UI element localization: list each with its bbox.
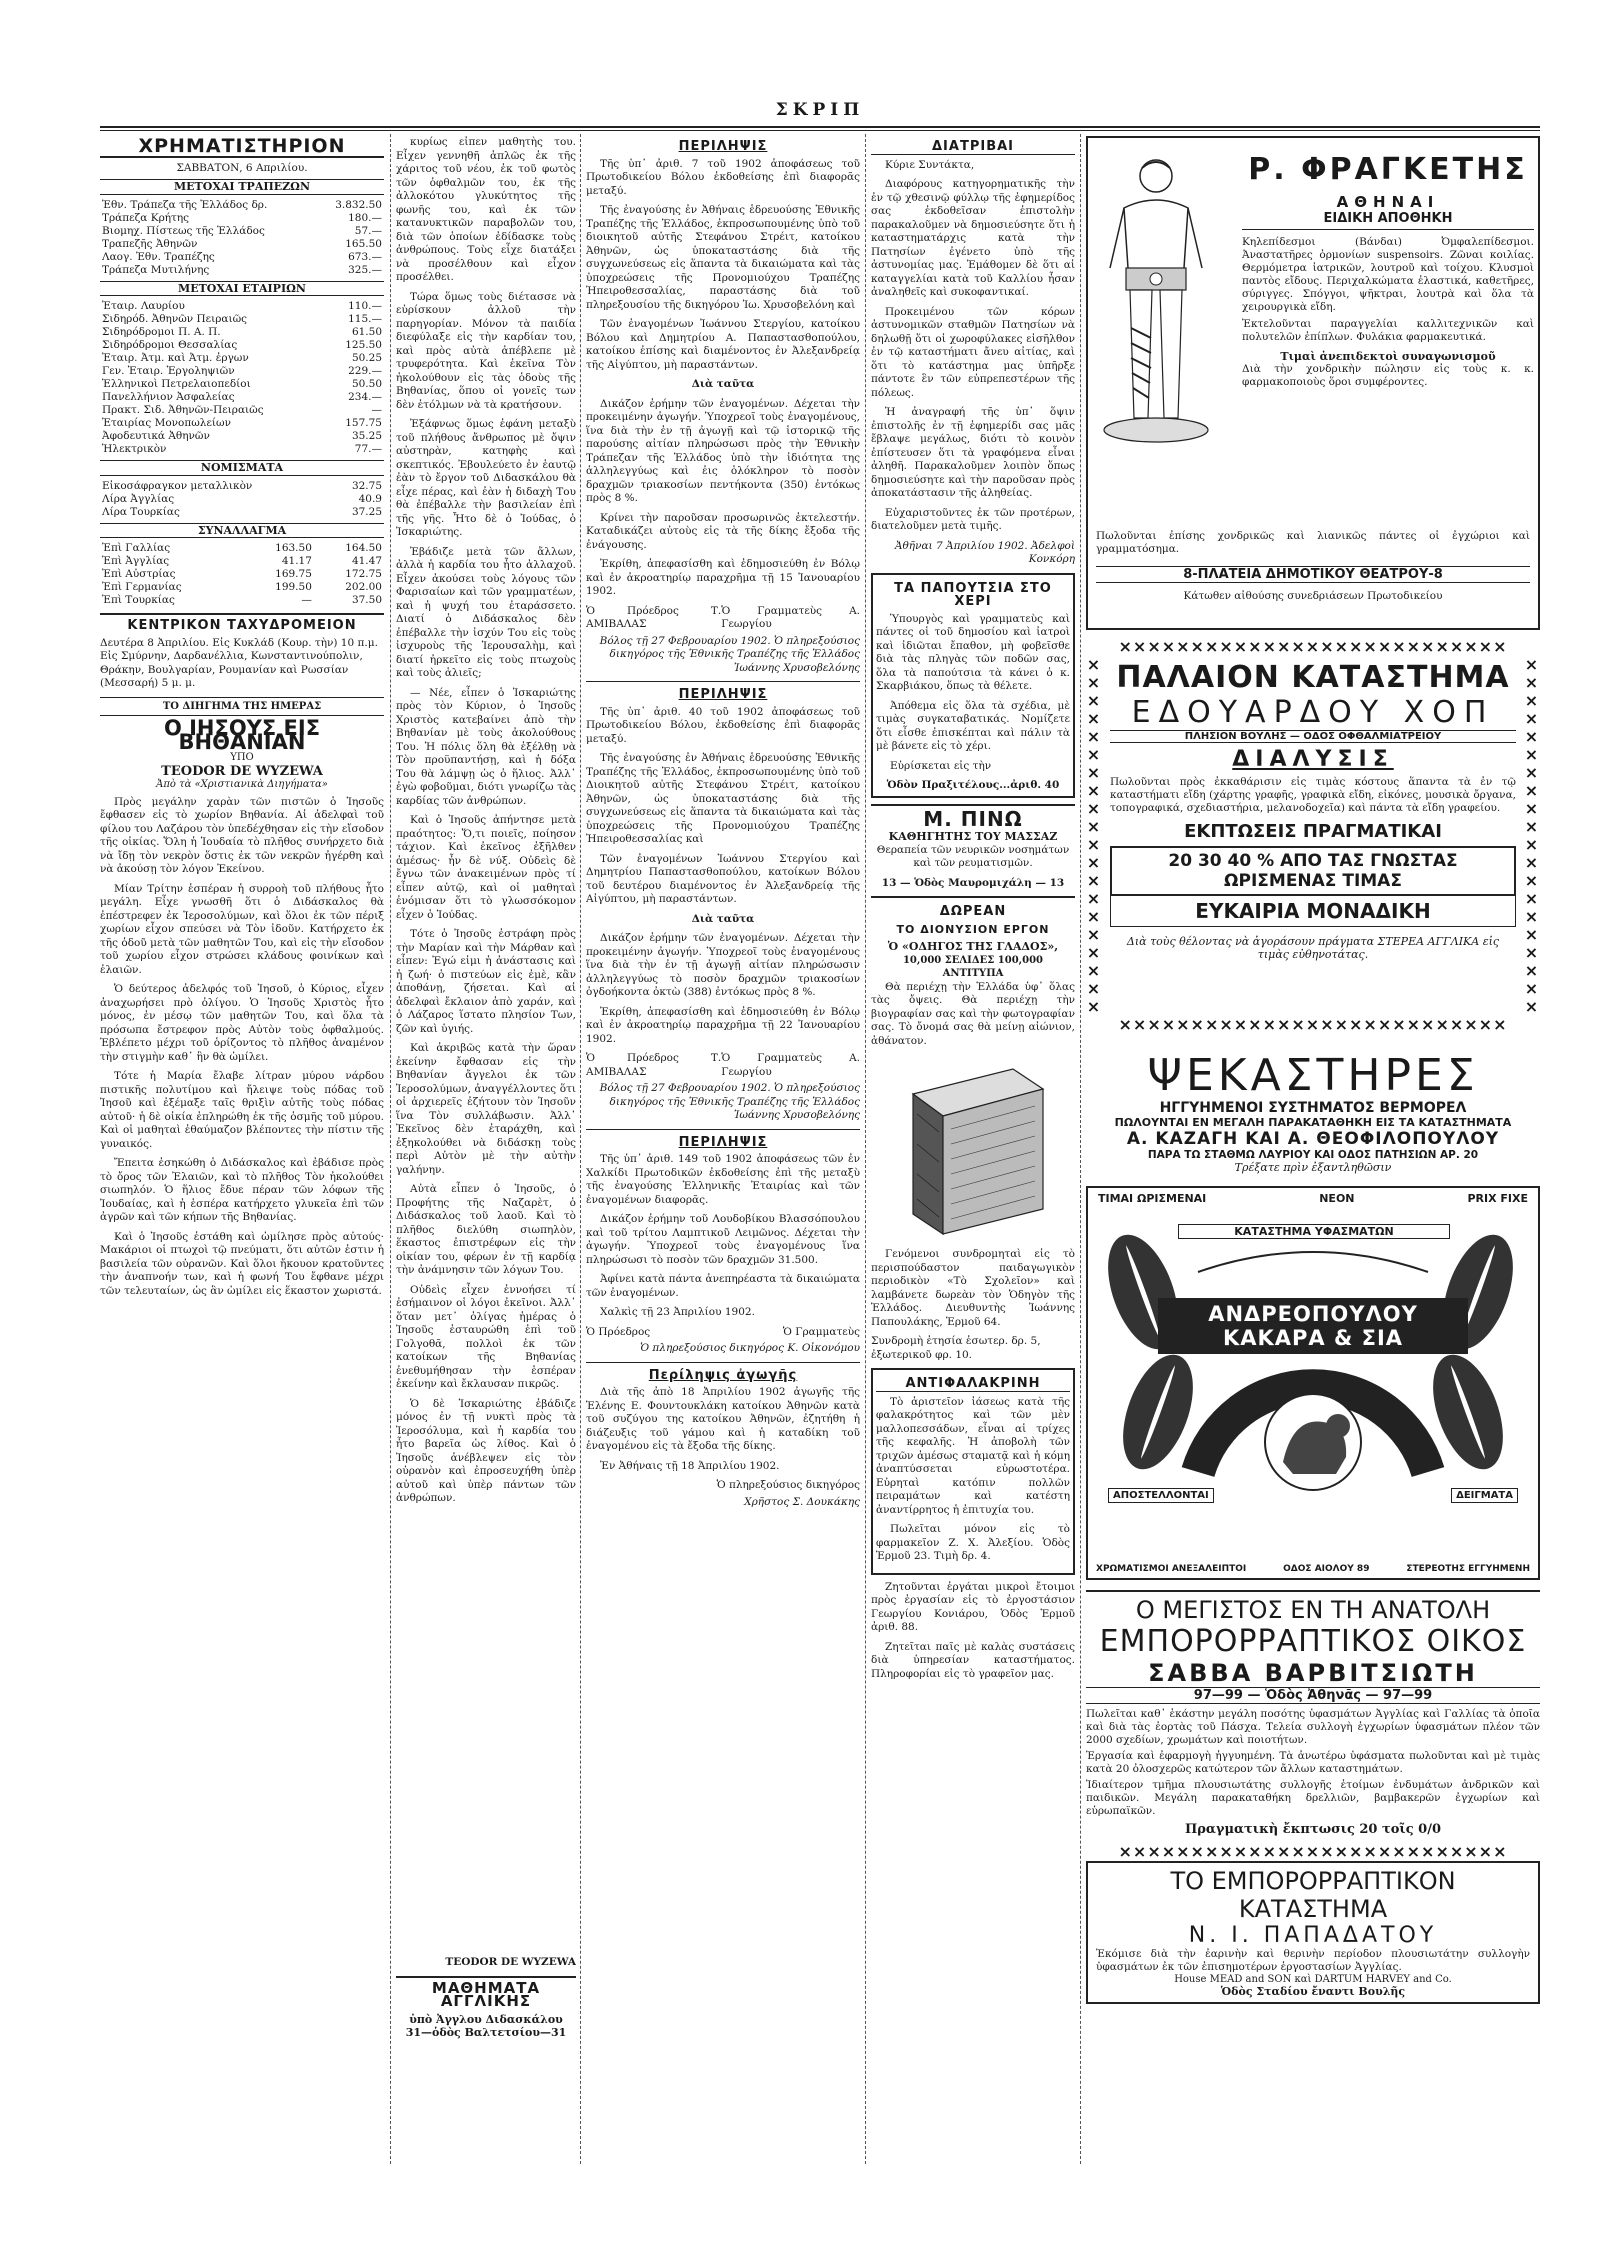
table-row: [100, 199, 384, 212]
table-cell-value: 202.00: [345, 581, 382, 593]
papadatou-address: Ὁδὸς Σταδίου ἔναντι Βουλῆς: [1220, 1985, 1406, 1998]
story-paragraph: Τώρα ὅμως τοὺς διέτασσε νὰ εὑρίσκουν ἀλλοῦ τὴν παρηγορίαν. Μόνον τὰ παιδία διεφύλαξε εἰς τὴν καρδίαν του, καὶ πρὸς αὐτὰ ἀπέβλεπε μὲ τρυφερότητα. Καὶ ἐκεῖνα Τὸν ἠκολούθουν εἰς τὰς ὁδοὺς τῆς Βηθανίας, ὅπου οἱ γονεῖς των δὲν ἐτόλμων νὰ τὰ κρατήσουν.: [396, 290, 576, 411]
legal-notice-paragraph: Τῆς ὑπ᾿ ἀριθ. 40 τοῦ 1902 ἀποφάσεως τοῦ Πρωτοδικείου Βόλου, ἐκδοθείσης ἐπὶ διαφορᾶς μεταξύ.: [586, 705, 860, 745]
legal-notice-signatures: [586, 1326, 860, 1340]
legal-notice-signatures: [586, 605, 860, 632]
hop-store-discount-head: ΕΚΠΤΩΣΕΙΣ ΠΡΑΓΜΑΤΙΚΑΙ: [1184, 821, 1442, 842]
guide-ad-text-2: Γενόμενοι συνδρομηταὶ εἰς τὸ περισπούδαστον παιδαγωγικὸν περιοδικὸν «Τὸ Σχολεῖον» καὶ λαμβάνετε δωρεὰν τὸν Ὁδηγὸν τῆς Ἑλλάδος. Διευθυντὴς Ἰωάννης Παπουλάκης, Ἑρμοῦ 64.: [871, 1248, 1075, 1328]
table-cell-name: Σιδηρόδρομοι Θεσσαλίας: [102, 339, 238, 351]
table-cell-name: Ἐταιρ. Ἀτμ. καὶ Ἀτμ. ἐργων: [102, 352, 249, 364]
table-cell-name: Ἐπὶ Γαλλίας: [102, 542, 171, 554]
table-cell-value: 37.25: [351, 505, 382, 518]
legal-notice-paragraph: Τῆς ἐναγούσης ἐν Ἀθήναις ἑδρευούσης Ἐθνικῆς Τραπέζης τῆς Ἑλλάδος, ἐκπροσωπουμένης ὑπὸ τοῦ διοικητοῦ αὐτῆς Στεφάνου Στρέιτ, κατοίκου Ἀθηνῶν, ὡς ὑποκαταστάσης διὰ τῆς συγχωνεύσεως εἰς ἅπαντα τὰ δικαιώματα καὶ τὰς ὑποχρεώσεις τῆς Προνομιούχου Τραπέζης Ἠπειροθεσσαλίας, παραστάσης διὰ τοῦ πληρεξουσίου τῆς δικηγόρου Ἰω. Χρυσοβελόνη καὶ: [586, 204, 860, 311]
massage-ad-address: 13 — Ὁδὸς Μαυρομιχάλη — 13: [881, 876, 1065, 889]
legal-notice: [586, 140, 860, 675]
guide-ad-title: ΤΟ ΔΙΟΝΥΣΙΟΝ ΕΡΓΟΝ: [896, 922, 1050, 936]
story-signature: TEODOR DE WYZEWA: [445, 1956, 576, 1968]
varvitsiotis-name: ΣΑΒΒΑ ΒΑΡΒΙΤΣΙΩΤΗ: [1148, 1659, 1478, 1687]
shoes-ad-title: ΤΑ ΠΑΠΟΥΤΣΙΑ ΣΤΟ ΧΕΡΙ: [894, 580, 1052, 609]
signature-left: Ὁ Πρόεδρος Τ. ΑΜΙΒΑΛΑΣ: [586, 1052, 722, 1078]
frangetis-address-2: Κάτωθεν αἰθούσης συνεδριάσεων Πρωτοδικείου: [1183, 590, 1443, 602]
letter-paragraph: Εὐχαριστοῦντες ἐκ τῶν προτέρων, διατελοῦμεν μετὰ τιμῆς.: [871, 506, 1075, 532]
x-border-bottom: ×××××××××××××××××××××××××××: [1118, 1016, 1508, 1034]
guide-ad-pages: 10,000 ΣΕΛΙΔΕΣ 100,000 ΑΝΤΙΤΥΠΑ: [902, 954, 1044, 979]
sprayers-sub-2: ΠΩΛΟΥΝΤΑΙ ΕΝ ΜΕΓΑΛΗ ΠΑΡΑΚΑΤΑΘΗΚΗ ΕΙΣ ΤΑ ΚΑΤΑΣΤΗΜΑΤΑ: [1114, 1116, 1512, 1129]
column-advertisements: [1086, 136, 1540, 2166]
shoes-ad-address: Ὁδὸν Πραξιτέλους...ἀριθ. 40: [886, 779, 1060, 791]
table-cell-value: —: [301, 594, 312, 606]
frangetis-note-2: Διὰ τὴν χονδρικὴν πώλησιν εἰς τοὺς κ. κ. φαρμακοποιοὺς ὅροι συμφέροντες.: [1242, 363, 1534, 388]
table-row: [100, 506, 384, 519]
column-stock-exchange: [100, 136, 384, 2166]
column-story-continued: [396, 136, 576, 2166]
story-paragraph: Ἔπειτα ἐσηκώθη ὁ Διδάσκαλος καὶ ἐβάδισε πρὸς τὸ ὄρος τῶν Ἐλαιῶν, καὶ τὸ πλῆθος Τὸν ἠκολούθει σιωπηλόν. Ὁ ἥλιος ἔδυε πέραν τῶν λόφων τῆς Ἰουδαίας, καὶ ἡ ἑσπέρα κατήρχετο γλυκεῖα ἐπὶ τῶν ἀγρῶν καὶ τῶν κήπων τῆς Βηθανίας.: [100, 1157, 384, 1223]
table-row: [100, 404, 384, 417]
table-cell-name: Τράπεζα Κρήτης: [102, 211, 190, 224]
massage-ad: [871, 804, 1075, 891]
masthead-rule: [100, 126, 1540, 128]
andreopoulou-foot-right: ΣΤΕΡΕΟΤΗΣ ΕΓΓΥΗΜΕΝΗ: [1406, 1564, 1530, 1574]
legal-notice-paragraph: Τῶν ἐναγομένων Ἰωάννου Στεργίου, κατοίκου Βόλου καὶ Δημητρίου Α. Παπαστασθοπούλου, κατοίκου ἐπίσης καὶ διαμένοντος ἐν Ἀλεξανδρείᾳ τῆς Αἰγύπτου, μὴ παραστάντων.: [586, 318, 860, 371]
hop-store-opportunity: ΕΥΚΑΙΡΙΑ ΜΟΝΑΔΙΚΗ: [1110, 896, 1516, 927]
andreopoulou-name: ΑΝΔΡΕΟΠΟΥΛΟΥ ΚΑΚΑΡΑ & ΣΙΑ: [1158, 1298, 1468, 1354]
andreopoulou-label-right: ΔΕΙΓΜΑΤΑ: [1451, 1488, 1518, 1503]
letter-paragraph: Κύριε Συντάκτα,: [885, 158, 975, 171]
table-cell-value: 157.75: [345, 417, 382, 429]
andreopoulou-shop: ΚΑΤΑΣΤΗΜΑ ΥΦΑΣΜΑΤΩΝ: [1178, 1224, 1450, 1239]
guide-ad-price: Συνδρομὴ ἐτησία ἐσωτερ. δρ. 5, ἐξωτερικοῦ φρ. 10.: [871, 1335, 1041, 1361]
letter-paragraph: Ἡ ἀναγραφή τῆς ὑπ᾿ ὅψιν ἐπιστολῆς ἐν τῇ ἐφημερίδι σας μᾶς ἔβλαψε μεγάλως, διότι τὸ κοινὸν ἐπίστευσεν ὅτι τὰ γραφόμενα εἶναι ἀληθῆ. Παρακαλοῦμεν λοιπὸν ὅπως δημοσιεύσητε καὶ τὴν παροῦσαν πρὸς ἀποκατάστασιν τῆς ἀληθείας.: [871, 406, 1075, 499]
workers-wanted-ad: Ζητοῦνται ἐργάται μικροὶ ἔτοιμοι πρὸς ἐργασίαν εἰς τὸ ἐργοστάσιον Γεωργίου Κονιάρου, Ὁδὸς Ἑρμοῦ ἀριθ. 88.: [871, 1580, 1075, 1633]
legal-notice-paragraph: Ἐκρίθη, ἀπεφασίσθη καὶ ἐδημοσιεύθη ἐν Βόλῳ καὶ ἐν ἀκροατηρίῳ παραχρῆμα τῇ 22 Ἰανουαρίου 1902.: [586, 1005, 860, 1045]
legal-notice: [586, 1362, 860, 1510]
papadatou-name: Ν. Ι. ΠΑΠΑΔΑΤΟΥ: [1188, 1923, 1438, 1948]
table-cell-value: 41.47: [351, 555, 382, 567]
table-cell-value: 40.9: [358, 492, 382, 505]
story-paragraph: Ὁ δὲ Ἰσκαριώτης ἐβάδιζε μόνος ἐν τῇ νυκτὶ πρὸς τὰ Ἱεροσόλυμα, καὶ ἡ καρδία του ἦτο βαρεῖα ὡς λίθος. Καὶ ὁ Ἰησοῦς ἀνέβλεψεν εἰς τὸν οὐρανὸν καὶ ἐπροσευχήθη ὑπὲρ αὐτοῦ καὶ ὑπὲρ πάντων τῶν ἀνθρώπων.: [396, 1397, 576, 1504]
story-title: Ο ΙΗΣΟΥΣ ΕΙΣ ΒΗΘΑΝΙΑΝ: [163, 716, 321, 754]
legal-notice-paragraph: Ἐν Ἀθήναις τῇ 18 Ἀπριλίου 1902.: [600, 1459, 780, 1472]
legal-notice-paragraph: Κρίνει τὴν παροῦσαν προσωρινῶς ἐκτελεστήν. Καταδικάζει αὐτοὺς εἰς τὰ τῆς δίκης ἔξοδα τῆς ἐνάγουσης.: [586, 511, 860, 551]
newspaper-masthead: ΣΚΡΙΠ: [775, 100, 865, 120]
legal-notice-paragraph: Ἀφίνει κατὰ πάντα ἀνεπηρέαστα τὰ δικαιώματα τῶν ἐναγομένων.: [586, 1273, 860, 1299]
hop-store-discount: 20 30 40 % ΑΠΟ ΤΑΣ ΓΝΩΣΤΑΣ ΩΡΙΣΜΕΝΑΣ ΤΙΜΑΣ: [1110, 846, 1516, 896]
table-row: [100, 339, 384, 352]
papadatou-ad: [1086, 1843, 1540, 2004]
story-continued-body: [396, 136, 576, 1956]
frangetis-ad: [1086, 136, 1540, 630]
english-lessons-ad-sub: ὑπὸ Ἀγγλου Διδασκάλου: [409, 2012, 563, 2026]
table-cell-value: 165.50: [345, 237, 382, 250]
story-paragraph: Αὐτὰ εἶπεν ὁ Ἰησοῦς, ὁ Προφήτης τῆς Ναζαρὲτ, ὁ Διδάσκαλος τοῦ λαοῦ. Καὶ τὸ πλῆθος διελύθη σιωπηλὸν, ἕκαστος ἐπιστρέφων εἰς τὴν οἰκίαν του, φέρων ἐν τῇ καρδίᾳ τὴν ἀνάμνησιν τῶν λόγων Του.: [396, 1183, 576, 1276]
legal-notice-signatures: [586, 1052, 860, 1079]
table-row: [100, 251, 384, 264]
frangetis-address: 8-ΠΛΑΤΕΙΑ ΔΗΜΟΤΙΚΟΥ ΘΕΑΤΡΟΥ-8: [1096, 566, 1530, 583]
legal-notice-paragraph: Τῆς ἐναγούσης ἐν Ἀθήναις ἑδρευούσης Ἐθνικῆς Τραπέζης τῆς Ἑλλάδος, ἐκπροσωπουμένης ὑπὸ τοῦ Διοικητοῦ αὐτῆς Στεφάνου Στρέιτ, κατοίκου Ἀθηνῶν, ὡς ὑποκαταστάσης διὰ τῆς συγχωνεύσεως εἰς ἅπαντα τὰ δικαιώματα καὶ τὰς ὑποχρεώσεις τῆς Προνομιούχου Τραπέζης Ἠπειροθεσσαλίας καὶ: [586, 752, 860, 845]
guide-ad-text: Θὰ περιέχῃ τὴν Ἑλλάδα ὑφ᾿ ὅλας τὰς ὄψεις. Θὰ περιέχῃ τὴν βιογραφίαν σας καὶ τὴν φωτογραφίαν σας. Τὸ ὄνομά σας θὰ μείνῃ αἰώνιον, ἀθάνατον.: [871, 980, 1075, 1047]
story-paragraph: Πρὸς μεγάλην χαρὰν τῶν πιστῶν ὁ Ἰησοῦς ἔφθασεν εἰς τὸ χωρίον Βηθανία. Αἱ ἀδελφαὶ τοῦ φίλου του Λαζάρου τὸν ὑπεδέχθησαν εἰς τὴν εἴσοδον τῆς οἰκίας. Ὅλη ἡ Ἰουδαία τὸ πλῆθος συνήρχετο διὰ νὰ ἴδῃ τὸν νεκρὸν ὅστις ἐκ τῶν νεκρῶν ἠγέρθη καὶ νὰ ἀκούσῃ τὸν λόγον Ἐκείνου.: [100, 795, 384, 875]
table-cell-value: 234.—: [348, 391, 382, 403]
shoes-ad-paragraph: Ὑπουργὸς καὶ γραμματεὺς καὶ πάντες οἱ τοῦ δημοσίου καὶ ἰατροὶ καὶ ἰδιῶται ἔπαθον, μὴ φοβεῖσθε διὰ τὰς πληγὰς τῶν ποδῶν σας, ὅλα τὰ παπούτσια τὰ κάνει ὁ κ. Σκαρβιάκου, ὅπως τὰ θέλετε.: [876, 612, 1070, 692]
legal-notice-footer: Ὁ πληρεξούσιος δικηγόρος Κ. Οἰκονόμου: [640, 1342, 860, 1354]
story-paragraph: Ἐξάφνως ὅμως ἐφάνη μεταξὺ τοῦ πλήθους ἄνθρωπος μὲ ὄψιν αὐστηρὰν, κατηφὴς καὶ σκεπτικός. Ἐβουλεύετο ἐν ἑαυτῷ ἐὰν τὸ ἔργον τοῦ Διδασκάλου θὰ εἶχε πέρας, καὶ ἐὰν ἡ διδαχὴ Του θὰ ἐπέβαλλε τὴν βασιλείαν ἐπὶ τῆς γῆς. Ἦτο δὲ ὁ Ἰούδας, ὁ Ἰσκαριώτης.: [396, 418, 576, 538]
coins-heading: ΝΟΜΙΣΜΑΤΑ: [100, 460, 384, 476]
table-cell-value: 199.50: [275, 581, 312, 593]
table-cell-value: 50.50: [351, 378, 382, 390]
table-row: [100, 555, 384, 568]
legal-notice-footer: Βόλος τῇ 27 Φεβρουαρίου 1902. Ὁ πληρεξούσιος δικηγόρος τῆς Ἐθνικῆς Τραπέζης τῆς Ἑλλάδος Ἰωάννης Χρυσοβελόνης: [599, 634, 860, 674]
table-cell-value: 169.75: [275, 568, 312, 580]
table-cell-value: 180.—: [348, 211, 382, 224]
table-row: [100, 300, 384, 313]
story-paragraph: Τότε ἡ Μαρία ἔλαβε λίτραν μύρου νάρδου πιστικῆς πολυτίμου καὶ ἤλειψε τοὺς πόδας τοῦ Ἰησοῦ καὶ ἐξέμαξε ταῖς θριξὶν αὐτῆς τοὺς πόδας αὐτοῦ· ἡ δὲ οἰκία ἐπληρώθη ἐκ τῆς ὀσμῆς τοῦ μύρου. Καὶ οἱ μαθηταὶ ἐθαύμαζον βλέποντες τὴν πίστιν τῆς γυναικός.: [100, 1070, 384, 1150]
table-cell-name: Πρακτ. Σιδ. Ἀθηνῶν-Πειραιῶς: [102, 404, 264, 416]
table-cell-value: 32.75: [351, 479, 382, 492]
table-cell-name: Λίρα Τουρκίας: [102, 505, 180, 518]
story-paragraph: Καὶ ὁ Ἰησοῦς ἀπήντησε μετὰ πραότητος: Ὅ,τι ποιεῖς, ποίησον τάχιον. Καὶ ἐκεῖνος ἐξῆλθεν ἀμέσως· ἦν δὲ νύξ. Οὐδεὶς δὲ ἔγνω τῶν ἀνακειμένων πρὸς τί εἶπεν αὐτῷ, καὶ οἱ μαθηταὶ ἐνόμισαν ὅτι τὸ γλωσσόκομον εἶχεν ὁ Ἰούδας.: [396, 814, 576, 921]
hair-tonic-ad: [871, 1368, 1075, 1575]
table-cell-name: Λαογ. Ἐθν. Τραπέζης: [102, 250, 215, 263]
table-cell-name: Ἐπὶ Αὐστρίας: [102, 568, 176, 580]
table-row: [100, 480, 384, 493]
guide-ad: [871, 896, 1075, 1362]
sprayers-sub: ΗΓΓΥΗΜΕΝΟΙ ΣΥΣΤΗΜΑΤΟΣ ΒΕΡΜΟΡΕΛ: [1159, 1100, 1467, 1116]
hair-tonic-ad-text-2: Πωλεῖται μόνον εἰς τὸ φαρμακεῖον Ζ. Χ. Ἀλεξίου. Ὁδὸς Ἑρμοῦ 23. Τιμὴ δρ. 4.: [876, 1523, 1070, 1562]
signature-right: Ὁ Γραμματεὺς Α. Γεωργίου: [721, 1052, 860, 1078]
table-row: [100, 417, 384, 430]
english-lessons-ad-title: ΜΑΘΗΜΑΤΑ ΑΓΓΛΙΚΗΣ: [431, 1978, 541, 2010]
signature-right: Ὁ πληρεξούσιος δικηγόρος: [716, 1479, 860, 1491]
andreopoulou-neon: ΝΕΟΝ: [1319, 1192, 1355, 1205]
table-cell-name: Ἐταιρ. Λαυρίου: [102, 300, 185, 312]
bank-shares-table: [100, 199, 384, 277]
table-cell-value: 125.50: [345, 339, 382, 351]
table-row: [100, 378, 384, 391]
column-divider: [390, 134, 391, 2164]
table-cell-value: 673.—: [348, 250, 382, 263]
varvitsiotis-address: 97—99 — Ὁδὸς Ἀθηνᾶς — 97—99: [1086, 1687, 1540, 1704]
coins-table: [100, 480, 384, 519]
stock-exchange-date: ΣΑΒΒΑΤΟΝ, 6 Απριλίου.: [176, 161, 308, 174]
frangetis-city: ΑΘΗΝΑΙ: [1336, 193, 1440, 211]
table-cell-value: 41.17: [281, 555, 312, 567]
letter-paragraph: Διαφόρους κατηγορηματικῆς τὴν ἐν τῷ χθεσινῷ φύλλῳ τῆς ἐφημερίδος σας ἐκδοθεῖσαν ἐπιστολὴν παρακαλοῦμεν νὰ δημοσιεύσητε ὅτι ἡ καταστηματάρχις κατὰ τὴν Πατησίων ἐγένετο ὑπὸ τῆς ἀστυνομίας μας. Ἐμάθομεν δὲ ὅτι αἱ καταγγελίαι κατὰ τοῦ Καλλίου ἦσαν ἀναληθεῖς καὶ συκοφαντικαί.: [871, 178, 1075, 298]
table-cell-name: Εἰκοσάφραγκον μεταλλικὸν: [102, 479, 253, 492]
table-row: [100, 542, 384, 555]
letters-signature: Ἀθῆναι 7 Ἀπριλίου 1902. Ἀδελφοὶ Κονκόρη: [894, 539, 1075, 565]
shoes-ad-paragraph: Ἀπόθεμα εἰς ὅλα τὰ σχέδια, μὲ τιμὰς συγκαταβατικάς. Νομίζετε ὅτι εἶσθε ἐπισκέπται καὶ πάλιν τὰ μὲ βάνετε εἰς τὸ χέρι.: [876, 699, 1070, 752]
varvitsiotis-bottom: Πραγματικὴ ἔκπτωσις 20 τοῖς 0/0: [1185, 1822, 1441, 1837]
andreopoulou-top-label: ΤΙΜΑΙ ΩΡΙΣΜΕΝΑΙ: [1098, 1192, 1207, 1205]
varvitsiotis-text-2: Ἐργασία καὶ ἐφαρμογὴ ἠγγυημένη. Τὰ ἀνωτέρω ὑφάσματα πωλοῦνται καὶ μὲ τιμὰς κατὰ 20 ὀλοσχερῶς κατώτερον τῶν ἄλλων καταστημάτων.: [1086, 1750, 1540, 1775]
company-shares-table: [100, 300, 384, 456]
table-cell-name: Ἀφοδευτικά Ἀθηνῶν: [102, 430, 210, 442]
exchange-table: [100, 542, 384, 607]
table-row: [100, 568, 384, 581]
story-kicker: ΤΟ ΔΙΗΓΗΜΑ ΤΗΣ ΗΜΕΡΑΣ: [162, 700, 322, 712]
x-border-top-2: ×××××××××××××××××××××××××××: [1118, 1843, 1508, 1861]
sprayers-address: ΠΑΡΑ ΤΩ ΣΤΑΘΜΩ ΛΑΥΡΙΟΥ ΚΑΙ ΟΔΟΣ ΠΑΤΗΣΙΩΝ ΑΡ. 20: [1147, 1149, 1479, 1161]
massage-ad-sub: ΚΑΘΗΓΗΤΗΣ ΤΟΥ ΜΑΣΣΑΖ: [888, 830, 1058, 843]
column-divider: [580, 134, 581, 2164]
x-border-right: ××××××××××××××××××××: [1524, 656, 1540, 1016]
table-row: [100, 352, 384, 365]
column-divider: [865, 134, 866, 2164]
table-cell-name: Ἐπὶ Τουρκίας: [102, 594, 175, 606]
shoes-ad-body: [876, 613, 1070, 774]
frangetis-items: Κηλεπίδεσμοι (Βάνδαι) Ὀμφαλεπίδεσμοι. Ἀναστατῆρες ὁρμονίων suspensoirs. Ζῶναι κοιλίας. Θερμόμετρα ἰατρικῶν, λουτροῦ καὶ τοίχου. Κλυσμοὶ παντὸς εἴδους. Περιχαλκώματα ἐλαστικά, καθετῆρες, σύριγγες. Σπόγγοι, ψῆκτραι, λουτρὰ καὶ ὅλα τὰ χειρουργικὰ εἴδη.: [1242, 236, 1534, 313]
table-row: [100, 391, 384, 404]
story-paragraph: Καὶ ἀκριβῶς κατὰ τὴν ὥραν ἐκείνην ἔφθασαν εἰς τὴν Βηθανίαν ἄγγελοι ἐκ τῶν Ἱεροσολύμων, ἀναγγέλλοντες ὅτι οἱ ἀρχιερεῖς ἐζήτουν τὸν Ἰησοῦν ἵνα Τὸν συλλάβωσιν. Ἀλλ᾿ Ἐκεῖνος δὲν ἐταράχθη, καὶ ἐξηκολούθει νὰ διδάσκῃ τοὺς περὶ Αὐτὸν μὲ τὴν αὐτὴν γαλήνην.: [396, 1042, 576, 1176]
x-border-left: ××××××××××××××××××××: [1086, 656, 1102, 1016]
table-row: [100, 313, 384, 326]
table-cell-name: Ἐπὶ Ἀγγλίας: [102, 555, 170, 567]
legal-notice-signatures: [586, 1479, 860, 1493]
table-cell-name: Βιομηχ. Πίστεως τῆς Ἑλλάδος: [102, 224, 265, 237]
legal-notice-paragraph: Ἐκρίθη, ἀπεφασίσθη καὶ ἐδημοσιεύθη ἐν Βόλῳ καὶ ἐν ἀκροατηρίῳ παραχρῆμα τῇ 15 Ἰανουαρίου 1902.: [586, 558, 860, 597]
legal-notice-title: ΠΕΡΙΛΗΨΙΣ: [678, 687, 768, 702]
shoes-ad-paragraph: Εὑρίσκεται εἰς τὴν: [890, 759, 992, 772]
table-cell-name: Ἐπὶ Γερμανίας: [102, 581, 182, 593]
column-divider: [1080, 134, 1081, 2164]
legal-notice-paragraph: Τῆς ὑπ᾿ ἀριθ. 149 τοῦ 1902 ἀποφάσεως τῶν ἐν Χαλκίδι Πρωτοδικῶν ἐκδοθείσης ἐπὶ τῆς μεταξὺ τῆς ἐναγούσης Ἑλληνικῆς Ἐταιρίας καὶ τῶν ἐναγομένων διαφορᾶς.: [586, 1153, 860, 1206]
leaf-decoration-illustration: [1088, 1212, 1538, 1532]
massage-ad-text: Θεραπεία τῶν νευρικῶν νοσημάτων καὶ τῶν ρευματισμῶν.: [876, 843, 1070, 869]
story-author: TEODOR DE WYZEWA: [161, 763, 323, 779]
column-letters-ads: [871, 136, 1075, 2166]
story-paragraph: Τότε ὁ Ἰησοῦς ἐστράφη πρὸς τὴν Μαρίαν καὶ τὴν Μάρθαν καὶ εἶπεν: Ἐγώ εἰμι ἡ ἀνάστασις καὶ ἡ ζωή· ὁ πιστεύων εἰς ἐμὲ, κἂν ἀποθάνῃ, ζήσεται. Καὶ αἱ ἀδελφαὶ ἔκλαιον ἀπὸ χαράν, καὶ ὁ Λάζαρος ἵστατο πλησίον Των, ζῶν καὶ ὑγιής.: [396, 928, 576, 1035]
table-cell-name: Τραπεζῆς Ἀθηνῶν: [102, 237, 198, 250]
legal-notice-paragraph: Τῶν ἐναγομένων Ἰωάννου Στεργίου καὶ Δημητρίου Παπαστασθοπούλου, κατοίκων Βόλου τοῦ δευτέρου διαμένοντος ἐν Ἀλεξανδρείᾳ τῆς Αἰγύπτου, μὴ παραστάντων.: [586, 852, 860, 905]
table-cell-name: Γεν. Ἐταιρ. Ἐργοληψιῶν: [102, 365, 235, 377]
story-paragraph: — Νέε, εἶπεν ὁ Ἰσκαριώτης πρὸς τὸν Κύριον, ὁ Ἰησοῦς Χριστὸς κατεβαίνει ἀπὸ τὴν Βηθανίαν μὲ τοὺς ἀκολούθους Του. Ἡ πόλις ὅλη θὰ ἐξέλθῃ νὰ Τὸν προϋπαντήσῃ, καὶ ἡ δόξα Του θὰ λάμψῃ ὡς ὁ ἥλιος. Ἀλλ᾿ ἐγὼ φοβοῦμαι, διότι γνωρίζω τὰς καρδίας τῶν ἀνθρώπων.: [396, 686, 576, 807]
hop-store-text: Πωλοῦνται πρὸς ἐκκαθάρισιν εἰς τιμὰς κόστους ἅπαντα τὰ ἐν τῷ καταστήματι εἴδη (χάρτης γραφῆς, γραφικὰ εἴδη, εἰκόνες, μουσικὰ ὄργανα, τοπογραφικά, σχεδιαστήρια, μελανοδοχεῖα) καὶ πάντα τὰ εἴδη γραφείου.: [1110, 776, 1516, 814]
table-row: [100, 225, 384, 238]
sprayers-title: ΨΕΚΑΣΤΗΡΕΣ: [1147, 1050, 1479, 1101]
andreopoulou-ad: [1086, 1186, 1540, 1580]
varvitsiotis-text: Πωλεῖται καθ᾿ ἑκάστην μεγάλη ποσότης ὑφασμάτων Ἀγγλίας καὶ Γαλλίας τὰ ὁποῖα καὶ διὰ τὰς ἐορτὰς τοῦ Πάσχα. Τελεία συλλογὴ ἐγχωρίων ὑφασμάτων πλέον τῶν 2000 σχεδίων, χρωμάτων καὶ ποιοτήτων.: [1086, 1708, 1540, 1746]
table-row: [100, 443, 384, 456]
story-paragraph: Μίαν Τρίτην ἑσπέραν ἡ συρροὴ τοῦ πλήθους ἦτο μεγάλη. Εἶχε γνωσθῆ ὅτι ὁ Διδάσκαλος θὰ ἐπέστρεφεν ἐκ Ἱεροσολύμων, καὶ ὅλοι ἐκ τῶν πέριξ χωρίων εἶχον σπεύσει νὰ Τὸν ἰδοῦν. Κατήρχετο ἐκ τῆς ὁδοῦ μετὰ τῶν μαθητῶν Του, καὶ εἰς τὴν εἴσοδον τοῦ χωρίου εἶχον στρώσει κλάδους φοινίκων καὶ ἐλαιῶν.: [100, 882, 384, 976]
signature-right: Ὁ Γραμματεὺς: [782, 1325, 860, 1338]
masthead-rule-thin: [100, 130, 1540, 131]
legal-notice-paragraph: Χαλκὶς τῇ 23 Ἀπριλίου 1902.: [600, 1306, 755, 1318]
legal-notice-paragraph: Διὰ τῆς ἀπὸ 18 Ἀπριλίου 1902 ἀγωγῆς τῆς Ἑλένης Ε. Φουντουκλάκη κατοίκου Ἀθηνῶν κατὰ τοῦ συζύγου της κατοίκου Ἀθηνῶν, ἐζητήθη ἡ διάζευξις τοῦ γάμου καὶ ἡ καταδίκη τοῦ ἐναγομένου εἰς τὰ ἔξοδα τῆς δίκης.: [586, 1386, 860, 1452]
massage-ad-title: Μ. ΠΙΝΩ: [923, 806, 1023, 831]
table-cell-name: Ἐταιρίας Μονοπωλείων: [102, 417, 231, 429]
post-office-text: Δευτέρα 8 Ἀπριλίου. Εἰς Κυκλάδ (Κουρ. τὴν) 10 π.μ. Εἰς Σμύρνην, Δαρδανέλλια, Κωνσταντινούπολιν, Θράκην, Βουλγαρίαν, Ρουμανίαν καὶ Ρωσσίαν (Μεσσαρή) 5 μ. μ.: [100, 636, 378, 689]
table-cell-value: 163.50: [275, 542, 312, 554]
table-cell-name: Ἑλληνικοὶ Πετρελαιοπεδίοι: [102, 378, 251, 390]
story-paragraph: Ὁ δεύτερος ἀδελφός τοῦ Ἰησοῦ, ὁ Κύριος, εἶχεν ἀναχωρήσει πρὸ ὀλίγου. Ὁ Ἰησοῦς Χριστὸς ἦτο μόνος, ἐν μέσῳ τῶν μαθητῶν Του, καὶ ὅλα τὰ πρόσωπα ἔστρεφον πρὸς Αὐτὸν τοὺς ὀφθαλμούς. Ἐβλέπετο μέχρι τοῦ ὁρίζοντος τὸ πλῆθος ἀναμένον τὴν στιγμὴν καθ᾿ ἣν θὰ ὠμίλει.: [100, 983, 384, 1063]
legal-notice-paragraph: Διὰ ταῦτα: [691, 378, 755, 390]
sprayers-names: Α. ΚΑΖΑΓΗ ΚΑΙ Α. ΘΕΟΦΙΛΟΠΟΥΛΟΥ: [1126, 1129, 1500, 1149]
story-by: ΥΠΟ: [230, 752, 254, 763]
story-paragraph: κυρίως εἶπεν μαθητὴς του. Εἶχεν γεννηθῆ ἁπλῶς ἐκ τῆς χάριτος τοῦ νέου, ἐκ τοῦ φωτὸς τῶν ὀφθαλμῶν του, ἐκ τῆς ἀλλοκότου γλυκύτητος τῆς φωνῆς του, καὶ ἐκ τῶν κατανυκτικῶν παραβολῶν του, διὰ τῶν ὁποίων ἐδίδασκε τοὺς ἀνθρώπους. Τοὺς εἶχε διατάξει νὰ προσέλθουν καὶ εἶχον προσέλθει.: [396, 136, 576, 283]
table-cell-name: Σιδηρόδ. Ἀθηνῶν Πειραιῶς: [102, 313, 248, 325]
legal-notice-paragraph: Τῆς ὑπ᾿ ἀριθ. 7 τοῦ 1902 ἀποφάσεως τοῦ Πρωτοδικείου Βόλου ἐκδοθείσης ἐπὶ διαφορᾶς μεταξύ.: [586, 157, 860, 197]
andreopoulou-foot-left: ΧΡΩΜΑΤΙΣΜΟΙ ΑΝΕΞΑΛΕΙΠΤΟΙ: [1096, 1564, 1247, 1574]
legal-notice-paragraph: Δικάζον ἐρήμην τοῦ Λουδοβίκου Βλασσόπουλου καὶ τοῦ τρίτου Λαμπτικοῦ Λειμῶνος. Δέχεται τὴν ἀγωγήν. Ὑποχρεοῖ τοὺς ἐναγομένους ἵνα πληρώσωσι τὸ ποσὸν τῶν δραχμῶν 31.500.: [586, 1213, 860, 1266]
papadatou-text-2: House MEAD and SON καὶ DARTUM HARVEY and Co.: [1174, 1974, 1452, 1985]
hair-tonic-ad-title: ΑΝΤΙΦΑΛΑΚΡΙΝΗ: [876, 1377, 1070, 1392]
papadatou-title: ΤΟ ΕΜΠΟΡΟΡΡΑΠΤΙΚΟΝ ΚΑΤΑΣΤΗΜΑ: [1170, 1867, 1456, 1923]
bank-shares-heading: ΜΕΤΟΧΑΙ ΤΡΑΠΕΖΩΝ: [100, 179, 384, 195]
signature-left: Ὁ Πρόεδρος: [586, 1325, 651, 1338]
hop-store-ad: [1086, 638, 1540, 1034]
legal-notice-paragraph: Δικάζον ἐρήμην τῶν ἐναγομένων. Δέχεται τὴν προκειμένην ἀγωγήν. Ὑποχρεοῖ τοὺς ἐναγομένους ἵνα διὰ τὴν ἐν τῇ ἀγωγῇ αἰτίαν πληρώσωσιν ἀλληλεγγύως τὸ ποσὸν δραχμῶν τριακοσίων ὀγδοήκοντα ὀκτὼ (388) ἐντόκως πρὸς 8 %.: [586, 932, 860, 998]
table-cell-value: 3.832.50: [335, 198, 382, 211]
signature-right: Ὁ Γραμματεὺς Α. Γεωργίου: [721, 604, 860, 630]
table-row: [100, 365, 384, 378]
andreopoulou-prix-fixe: PRIX FIXE: [1467, 1192, 1528, 1205]
post-office-title: ΚΕΝΤΡΙΚΟΝ ΤΑΧΥΔΡΟΜΕΙΟΝ: [127, 618, 357, 633]
table-cell-value: —: [371, 404, 382, 416]
legal-notice-paragraph: Δικάζον ἐρήμην τῶν ἐναγομένων. Δέχεται τὴν προκειμένην ἀγωγήν. Ὑποχρεοῖ τοὺς ἐναγομένους, ἵνα διὰ τὴν ἐν τῇ ἀγωγῇ καὶ τῷ ἱστορικῷ τῆς παρούσης αἰτίαν πληρώσωσι πρὸς τὴν Ἐθνικὴν Τράπεζαν τῆς Ἑλλάδος ὑπὸ τὴν ἰδιότητα της ἀλληλεγγύως καὶ ἐις ὁλόκληρον τὸ ποσὸν δραχμῶν τριακοσίων πεντήκοντα (350) ἐντόκως πρὸς 8 %.: [586, 397, 860, 504]
signature-left: Ὁ Πρόεδρος Τ. ΑΜΙΒΑΛΑΣ: [586, 604, 722, 630]
legal-notice-title: Περίληψις ἀγωγῆς: [648, 1367, 798, 1383]
table-cell-value: 172.75: [345, 568, 382, 580]
legal-notice-footer: Χρῆστος Σ. Δουκάκης: [744, 1495, 860, 1508]
shoes-ad: [871, 573, 1075, 798]
table-row: [100, 238, 384, 251]
table-cell-name: Τράπεζα Μυτιλήνης: [102, 263, 210, 276]
table-cell-value: 229.—: [348, 365, 382, 377]
table-row: [100, 326, 384, 339]
sprayers-hurry: Τρέξατε πρὶν ἐξαντληθῶσιν: [1234, 1161, 1392, 1174]
x-border-top: ×××××××××××××××××××××××××××: [1118, 638, 1508, 656]
varvitsiotis-text-3: Ἰδιαίτερον τμῆμα πλουσιωτάτης συλλογῆς ἐτοίμων ἐνδυμάτων ἀνδρικῶν καὶ παιδικῶν. Μεγάλη παρακαταθήκη δρελλιῶν, βαμβακερῶν ἐγχωρίων καὶ εὐρωπαϊκῶν.: [1086, 1779, 1540, 1817]
table-row: [100, 430, 384, 443]
letter-paragraph: Προκειμένου τῶν κόρων ἀστυνομικῶν σταθμῶν Πατησίων νὰ δηλωθῇ ὅτι οἱ χωροφύλακες εἰσῆλθον ἐν τῷ καταστήματι ἄνευ αἰτίας, καὶ ὅτι τὸ κατάστημα μας ὑπῆρξε πάντοτε ἓν τῶν εὐπρεπεστέρων τῆς πόλεως.: [871, 305, 1075, 399]
andreopoulou-label-left: ΑΠΟΣΤΕΛΛΟΝΤΑΙ: [1108, 1488, 1214, 1503]
frangetis-name: Ρ. ΦΡΑΓΚΕΤΗΣ: [1248, 152, 1528, 187]
letters-title: ΔΙΑΤΡΙΒΑΙ: [871, 140, 1075, 155]
hop-store-name: ΕΔΟΥΑΡΔΟΥ ΧΟΠ: [1131, 695, 1495, 730]
stock-exchange-title: ΧΡΗΜΑΤΙΣΤΗΡΙΟΝ: [100, 140, 384, 158]
story-body: [100, 796, 384, 1299]
boy-wanted-ad: Ζητεῖται παῖς μὲ καλὰς συστάσεις διὰ ὑπηρεσίαν καταστήματος. Πληροφορίαι εἰς τὸ γραφεῖον μας.: [871, 1640, 1075, 1680]
legal-notice-title: ΠΕΡΙΛΗΨΙΣ: [678, 1134, 768, 1150]
company-shares-heading: ΜΕΤΟΧΑΙ ΕΤΑΙΡΙΩΝ: [100, 281, 384, 297]
table-row: [100, 212, 384, 225]
varvitsiotis-title-1: Ο ΜΕΓΙΣΤΟΣ ΕΝ ΤΗ ΑΝΑΤΟΛΗ: [1135, 1596, 1491, 1624]
varvitsiotis-title-2: ΕΜΠΟΡΟΡΡΑΠΤΙΚΟΣ ΟΙΚΟΣ: [1099, 1624, 1527, 1659]
frangetis-kind: ΕΙΔΙΚΗ ΑΠΟΘΗΚΗ: [1242, 211, 1534, 230]
book-illustration: [873, 1054, 1073, 1244]
table-cell-value: 61.50: [351, 326, 382, 338]
story-paragraph: Καὶ ὁ Ἰησοῦς ἐστάθη καὶ ὠμίλησε πρὸς αὐτούς· Μακάριοι οἱ πτωχοὶ τῷ πνεύματι, ὅτι αὐτῶν ἐστιν ἡ βασιλεία τῶν οὐρανῶν. Καὶ ὅλοι ἤκουον κρατοῦντες τὴν ἀναπνοήν των, καὶ ἡ φωνή Του ἔφθανε μέχρι τῶν τελευταίων, ὡς ἂν ὡμίλει εἰς ἕκαστον χωριστά.: [100, 1230, 384, 1297]
guide-ad-sub: Ὁ «ΟΔΗΓΟΣ ΤΗΣ ΓΛΑΔΟΣ»,: [887, 940, 1059, 953]
table-row: [100, 581, 384, 594]
andreopoulou-foot-mid: ΟΔΟΣ ΑΙΟΛΟΥ 89: [1283, 1564, 1370, 1574]
table-cell-name: Πανελλήνιον Ἀσφαλείας: [102, 391, 235, 403]
table-cell-value: 37.50: [351, 594, 382, 606]
table-cell-name: Ἐθν. Τράπεζα τῆς Ἑλλάδος δρ.: [102, 198, 268, 211]
legal-notice-footer: Βόλος τῇ 27 Φεβρουαρίου 1902. Ὁ πληρεξούσιος δικηγόρος τῆς Ἐθνικῆς Τραπέζης τῆς Ἑλλάδος Ἰωάννης Χρυσοβελόνης: [599, 1082, 860, 1121]
frangetis-note-3: Πωλοῦνται ἐπίσης χονδρικῶς καὶ λιανικῶς πάντες οἱ ἐγχώριοι καὶ γραμματόσημα.: [1096, 530, 1530, 555]
papadatou-text: Ἐκόμισε διὰ τὴν ἐαρινὴν καὶ θερινὴν περίοδον πλουσιωτάτην συλλογὴν ὑφασμάτων ἐκ τῶν ἐπισημοτέρων ἐργοστασίων Ἀγγλίας.: [1096, 1948, 1530, 1973]
table-cell-value: 35.25: [351, 430, 382, 442]
frangetis-items-2: Ἐκτελοῦνται παραγγελίαι καλλιτεχνικῶν καὶ πολυτελῶν ἐπίπλων. Φυλάκια φαρμακευτικά.: [1242, 318, 1534, 343]
legal-notice-title: ΠΕΡΙΛΗΨΙΣ: [678, 139, 768, 154]
column-legal-notices: [586, 136, 860, 2166]
table-cell-value: 110.—: [348, 300, 382, 312]
table-row: [100, 264, 384, 277]
frangetis-note: Τιμαὶ ἀνεπιδεκτοὶ συναγωνισμοῦ: [1280, 350, 1496, 363]
story-source: Ἀπὸ τὰ «Χριστιανικὰ Διηγήματα»: [156, 779, 328, 790]
sprayers-ad: [1086, 1052, 1540, 1174]
story-paragraph: Οὐδεὶς εἶχεν ἐννοήσει τί ἐσήμαινον οἱ λόγοι ἐκεῖνοι. Ἀλλ᾿ ὅταν μετ᾿ ὀλίγας ἡμέρας ὁ Ἰησοῦς ἐσταυρώθη ἐπὶ τοῦ Γολγοθᾶ, πολλοὶ ἐκ τῶν κατοίκων τῆς Βηθανίας ἐνεθυμήθησαν τὴν ἑσπέραν ἐκείνην καὶ ἔκλαυσαν πικρῶς.: [396, 1283, 576, 1390]
table-cell-value: 57.—: [354, 224, 382, 237]
letters-body: [871, 159, 1075, 534]
table-cell-value: 50.25: [351, 352, 382, 364]
table-cell-value: 115.—: [348, 313, 382, 325]
varvitsiotis-ad: [1086, 1590, 1540, 1837]
table-cell-name: Ἡλεκτρικὸν: [102, 443, 167, 455]
hop-store-foot: Διὰ τοὺς θέλοντας νὰ ἀγοράσουν πράγματα ΣΤΕΡΕΑ ΑΓΓΛΙΚΑ εἰς τιμὰς εὐθηνοτάτας.: [1126, 935, 1500, 961]
table-row: [100, 493, 384, 506]
table-cell-value: 77.—: [354, 443, 382, 455]
hop-store-title: ΠΑΛΑΙΟΝ ΚΑΤΑΣΤΗΜΑ: [1116, 660, 1510, 695]
hair-tonic-ad-text: Τὸ ἀριστεῖον ἰάσεως κατὰ τῆς φαλακρότητος καὶ τῶν μὲν μαλλοπεσσάδων, εἶναι αἱ τρίχες τῆς κεφαλῆς. Ἡ ἀποβολὴ τῶν τριχῶν ἀμέσως σταματᾷ καὶ ἡ κόμη ἀναπτύσσεται εὐρωστοτέρα. Εὐρηταὶ κατόπιν πολλῶν πειραμάτων καὶ κατέστη ἀναντίρρητος ἡ ἐπιτυχία του.: [876, 1395, 1070, 1516]
table-cell-name: Λίρα Ἀγγλίας: [102, 492, 175, 505]
table-cell-name: Σιδηρόδρομοι Π. Α. Π.: [102, 326, 221, 338]
table-row: [100, 594, 384, 607]
legal-notice: [586, 1129, 860, 1356]
legal-notice-paragraph: Διὰ ταῦτα: [691, 912, 755, 925]
hop-store-sale: ΔΙΑΛΥΣΙΣ: [1232, 747, 1394, 772]
exchange-heading: ΣΥΝΑΛΛΑΓΜΑ: [100, 523, 384, 539]
english-lessons-ad-address: 31—ὁδὸς Βαλτετσίου—31: [405, 2026, 567, 2039]
bandage-figure-illustration: [1096, 148, 1216, 448]
table-cell-value: 164.50: [345, 542, 382, 554]
table-cell-value: 325.—: [348, 263, 382, 276]
hop-store-location: ΠΛΗΣΙΟΝ ΒΟΥΛΗΣ — ΟΔΟΣ ΟΦΘΑΛΜΙΑΤΡΕΙΟΥ: [1110, 730, 1516, 743]
legal-notice: [586, 681, 860, 1123]
story-paragraph: Ἐβάδιζε μετὰ τῶν ἄλλων, ἀλλὰ ἡ καρδία του ἦτο ἀλλαχοῦ. Εἶχεν ἀκούσει τοὺς λόγους τῶν Φαρισαίων καὶ τῶν γραμματέων, καὶ ἡ ψυχή του ἐταράσσετο. Διατί ὁ Διδάσκαλος δὲν ἐπέβαλλε τὴν ἰσχύν Του εἰς τοὺς ἰσχυροὺς τῆς Ἱερουσαλὴμ, καὶ διατί ἠρκεῖτο εἰς τοὺς πτωχοὺς καὶ τοὺς ἁλιεῖς;: [396, 545, 576, 679]
guide-ad-kicker: ΔΩΡΕΑΝ: [939, 904, 1007, 919]
